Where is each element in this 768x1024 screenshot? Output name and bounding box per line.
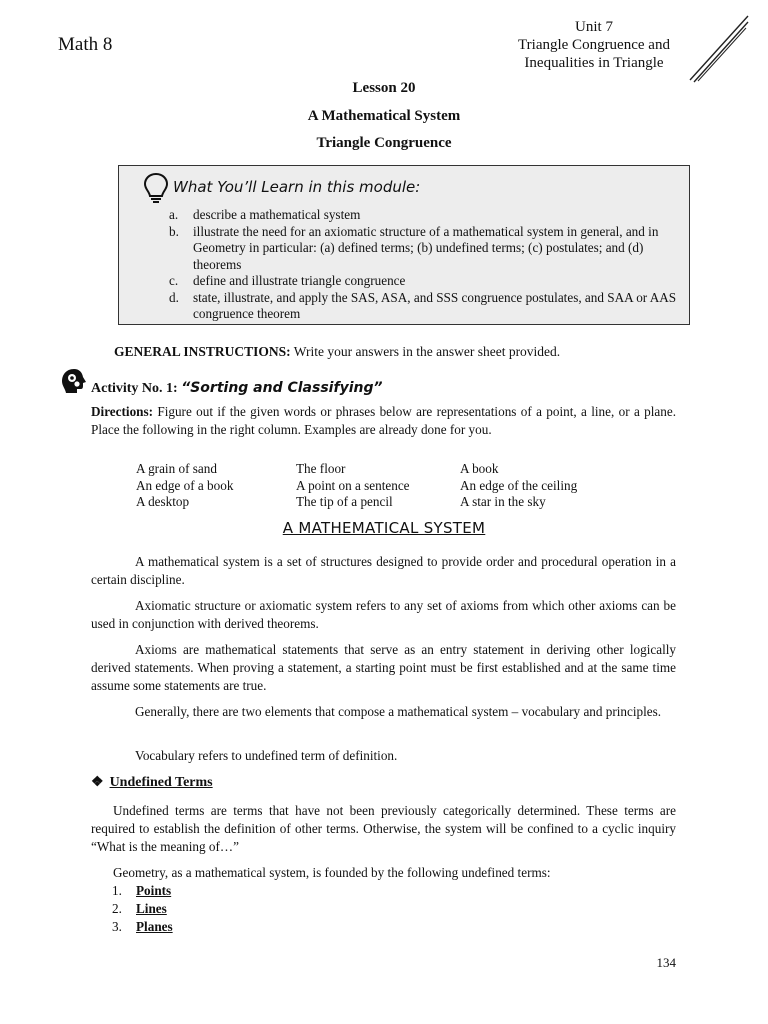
activity-directions — [91, 403, 676, 439]
undefined-title: Undefined Terms — [109, 775, 213, 790]
directions-label: Directions: — [91, 404, 154, 419]
paragraph-undefined: Undefined terms are terms that have not been previously categorically determined. These terms are required to establish the definition of other terms. Otherwise, the system will be confined to a cyclic inquiry “What is the meaning of…” — [91, 803, 676, 854]
lesson-topic: Triangle Congruence — [316, 135, 452, 151]
paragraph-axioms: Axioms are mathematical statements that serve as an entry statement in deriving other logically derived statements. When proving a statement, a starting point must be first established and at the same time assume some statements are true. — [91, 642, 676, 693]
unit-line-1: Unit 7 — [575, 19, 613, 35]
table-row: A desktop The tip of a pencil A star in the sky — [136, 494, 546, 509]
bullet-icon: ❖ — [91, 775, 104, 790]
learning-objectives-box — [118, 165, 690, 325]
subject-label: Math 8 — [58, 34, 113, 55]
list-item: a. describe a mathematical system — [169, 207, 361, 222]
list-item: c. define and illustrate triangle congruence — [169, 273, 406, 288]
general-text: Write your answers in the answer sheet provided. — [290, 344, 561, 359]
table-row: An edge of a book A point on a sentence An edge of the ceiling — [136, 477, 578, 493]
activity-name: “Sorting and Classifying” — [181, 380, 383, 396]
list-item: 2. Lines — [112, 901, 167, 916]
unit-header — [494, 18, 694, 72]
paragraph-axiomatic: Axiomatic structure or axiomatic system refers to any set of axioms from which other axioms can be used in conjunction with derived theorems. — [91, 598, 676, 631]
page-number: 134 — [656, 955, 676, 970]
list-item: 1. Points — [112, 883, 172, 898]
list-item: d. state, illustrate, and apply the SAS, ASA, and SSS congruence postulates, and SAA or AAS congruence theorem — [169, 289, 677, 321]
directions-text: Figure out if the given words or phrases below are representations of a point, a line, or a plane. Place the following in the right column. Examples are already done for you. — [91, 404, 676, 437]
unit-line-3: Inequalities in Triangle — [524, 55, 664, 71]
undefined-terms-heading — [91, 774, 213, 791]
list-item: 3. Planes — [112, 919, 173, 934]
paragraph-vocabulary: Vocabulary refers to undefined term of definition. — [135, 748, 398, 763]
paragraph-geometry: Geometry, as a mathematical system, is founded by the following undefined terms: — [113, 865, 551, 880]
lightbulb-icon — [143, 172, 169, 204]
undefined-terms-list — [112, 882, 173, 936]
paragraph-elements: Generally, there are two elements that compose a mathematical system – vocabulary and principles. — [135, 704, 662, 719]
objectives-list — [169, 207, 679, 323]
learning-heading: What You’ll Learn in this module: — [173, 178, 421, 196]
corner-decoration — [688, 14, 750, 84]
section-heading: A MATHEMATICAL SYSTEM — [282, 519, 486, 537]
activity-title — [91, 380, 383, 397]
list-item: b. illustrate the need for an axiomatic structure of a mathematical system in general, and in Geometry in particular: (a) defined terms; (b) undefined terms; (c) postulates; and (d) theorems — [169, 223, 659, 272]
paragraph-definition: A mathematical system is a set of structures designed to provide order and procedural operation in a certain discipline. — [91, 554, 676, 587]
general-label: GENERAL INSTRUCTIONS: — [114, 344, 291, 359]
activity-label: Activity No. 1: — [91, 381, 182, 396]
head-gears-icon — [60, 367, 88, 395]
word-list — [136, 461, 636, 511]
general-instructions — [114, 344, 560, 360]
lesson-subtitle: A Mathematical System — [307, 108, 461, 124]
lesson-title: Lesson 20 — [352, 80, 416, 96]
unit-line-2: Triangle Congruence and — [518, 37, 670, 53]
table-row: A grain of sand The floor A book — [136, 461, 499, 476]
